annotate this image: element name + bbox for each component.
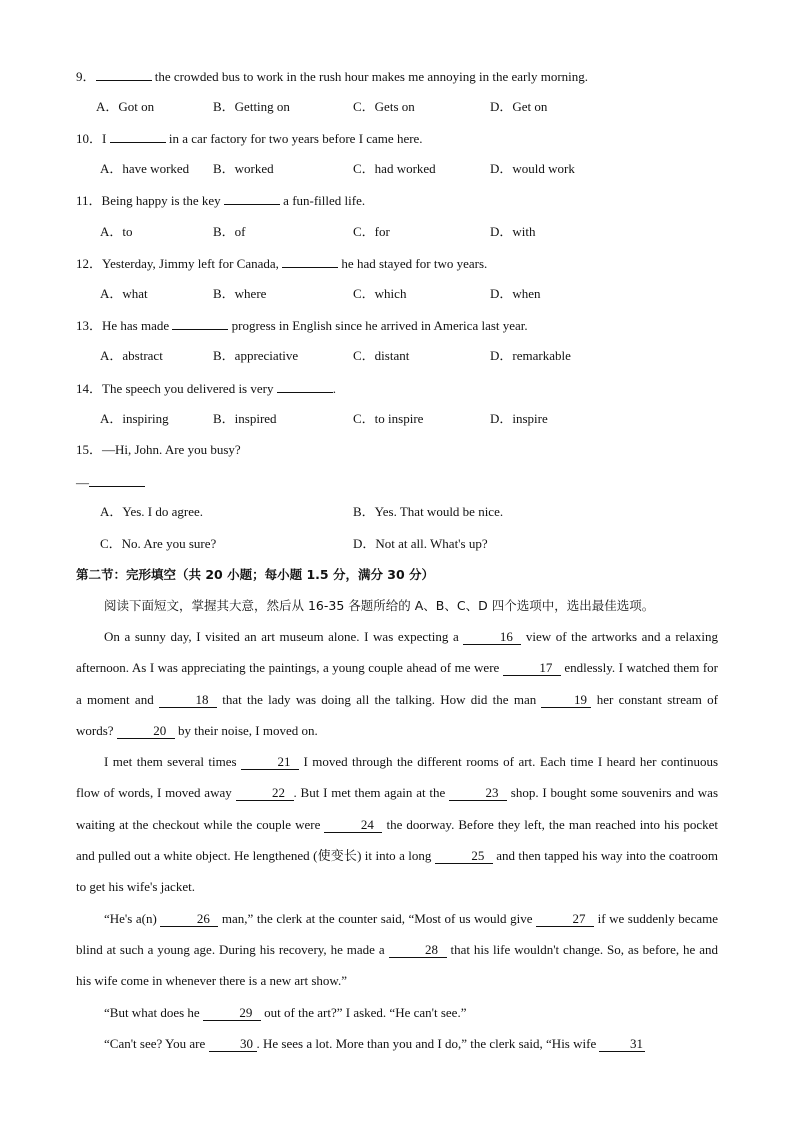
option-b[interactable]: B．inspired [213, 411, 277, 426]
blank-29[interactable]: 29 [203, 1006, 261, 1021]
option-d[interactable]: D．inspire [490, 411, 548, 426]
option-a[interactable]: A．Yes. I do agree. [100, 504, 204, 519]
blank-30[interactable]: 30 [209, 1037, 257, 1052]
option-b[interactable]: B．worked [213, 161, 274, 176]
option-b[interactable]: B．Yes. That would be nice. [353, 504, 504, 519]
option-b[interactable]: B．Getting on [213, 99, 290, 114]
question-13: 13．He has made progress in English since he arrived in America last year. [76, 318, 528, 333]
blank-23[interactable]: 23 [449, 786, 507, 801]
question-15-reply: — [76, 474, 145, 491]
paragraph-1: On a sunny day, I visited an art museum alone. I was expecting a 16 view of the artworks and a relaxing afternoon. As I was appreciating the paintings, a young couple ahead of me were 17 endlessly. I watched them for a moment and 18 that the lady was doing all the talking. How did the man 19 her constant stream of words? 20 by their noise, I moved on. [76, 629, 718, 738]
option-a[interactable]: A．inspiring [100, 411, 169, 426]
question-15: 15．—Hi, John. Are you busy? [76, 442, 241, 457]
section-instruction: 阅读下面短文，掌握其大意，然后从 16-35 各题所给的 A、B、C、D 四个选项中，选出最佳选项。 [104, 598, 655, 613]
paragraph-3: “He's a(n) 26 man,” the clerk at the counter said, “Most of us would give 27 if we suddenly became blind at such a young age. During his recovery, he made a 28 that his life wouldn't change. So, as before, he and his wife come in whenever there is a new art show.” [76, 910, 718, 989]
question-12: 12．Yesterday, Jimmy left for Canada, he had stayed for two years. [76, 256, 488, 271]
option-c[interactable]: C．Gets on [353, 99, 415, 114]
option-d[interactable]: D．Not at all. What's up? [353, 536, 488, 551]
answer-blank[interactable] [110, 130, 166, 143]
option-d[interactable]: D．Get on [490, 99, 548, 114]
blank-20[interactable]: 20 [117, 724, 175, 739]
answer-blank[interactable] [89, 474, 145, 487]
blank-27[interactable]: 27 [536, 912, 594, 927]
option-d[interactable]: D．with [490, 224, 536, 239]
option-a[interactable]: A．to [100, 224, 133, 239]
blank-19[interactable]: 19 [541, 693, 591, 708]
answer-blank[interactable] [277, 380, 333, 393]
option-c[interactable]: C．had worked [353, 161, 436, 176]
option-d[interactable]: D．remarkable [490, 348, 571, 363]
question-10: 10．I in a car factory for two years before I came here. [76, 131, 423, 146]
question-11: 11．Being happy is the key a fun-filled life. [76, 193, 366, 208]
blank-16[interactable]: 16 [463, 630, 521, 645]
blank-24[interactable]: 24 [324, 818, 382, 833]
option-d[interactable]: D．when [490, 286, 541, 301]
option-c[interactable]: C．distant [353, 348, 410, 363]
answer-blank[interactable] [96, 68, 152, 81]
answer-blank[interactable] [172, 317, 228, 330]
option-b[interactable]: B．appreciative [213, 348, 299, 363]
option-a[interactable]: A．Got on [96, 99, 155, 114]
question-14: 14．The speech you delivered is very . [76, 381, 336, 396]
option-a[interactable]: A．abstract [100, 348, 163, 363]
question-9: 9． the crowded bus to work in the rush hour makes me annoying in the early morning. [76, 69, 589, 84]
blank-17[interactable]: 17 [503, 661, 561, 676]
option-c[interactable]: C．to inspire [353, 411, 424, 426]
option-c[interactable]: C．No. Are you sure? [100, 536, 217, 551]
answer-blank[interactable] [224, 192, 280, 205]
paragraph-2: I met them several times 21 I moved through the different rooms of art. Each time I heard her continuous flow of words, I moved away 22 . But I met them again at the 23 shop. I bought some souvenirs and was waiting at the checkout while the couple were 24 the doorway. Before they left, the man reached into his pocket and pulled out a white object. He lengthened (使变长) it into a long 25 and then tapped his way into the coatroom to get his wife's jacket. [76, 754, 719, 895]
blank-22[interactable]: 22 [236, 786, 294, 801]
blank-31[interactable]: 31 [599, 1037, 645, 1052]
option-c[interactable]: C．for [353, 224, 390, 239]
blank-26[interactable]: 26 [160, 912, 218, 927]
answer-blank[interactable] [282, 255, 338, 268]
blank-21[interactable]: 21 [241, 755, 299, 770]
option-c[interactable]: C．which [353, 286, 407, 301]
cloze-passage [76, 621, 718, 1059]
section-heading: 第二节：完形填空（共 20 小题；每小题 1.5 分，满分 30 分） [76, 567, 435, 582]
option-a[interactable]: A．what [100, 286, 148, 301]
paragraph-5: “Can't see? You are 30 . He sees a lot. More than you and I do,” the clerk said, “His wife 31 [76, 1028, 718, 1059]
blank-25[interactable]: 25 [435, 849, 493, 864]
option-b[interactable]: B．where [213, 286, 267, 301]
option-b[interactable]: B．of [213, 224, 246, 239]
blank-28[interactable]: 28 [389, 943, 447, 958]
blank-18[interactable]: 18 [159, 693, 217, 708]
paragraph-4: “But what does he 29 out of the art?” I asked. “He can't see.” [104, 1004, 467, 1020]
option-d[interactable]: D．would work [490, 161, 575, 176]
option-a[interactable]: A．have worked [100, 161, 190, 176]
